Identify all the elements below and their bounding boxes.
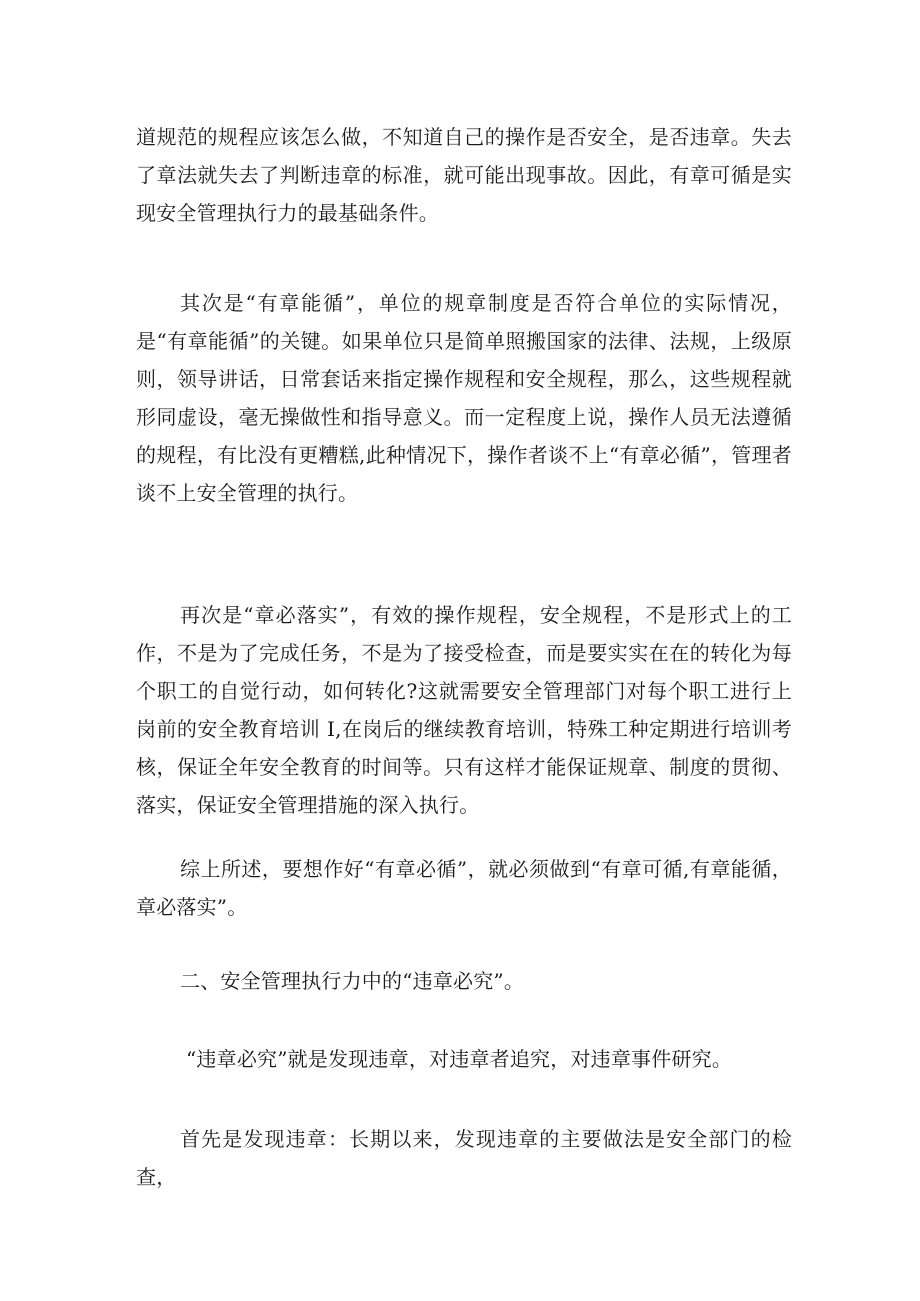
paragraph-7: 首先是发现违章：长期以来，发现违章的主要做法是安全部门的检查，: [136, 1127, 792, 1189]
paragraph-3: 再次是“章必落实”，有效的操作规程，安全规程，不是形式上的工作，不是为了完成任务，不是为了接受检查，而是要实实在在的转化为每个职工的自觉行动，如何转化?这就需要安全管理部门对每个职工进行上岗前的安全教育培训 I,在岗后的继续教育培训，特殊工种定期进行培训考核，保证全年安全教育的时间等。只有这样才能保证规章、制度的贯彻、落实，保证安全管理措施的深入执行。: [136, 603, 792, 817]
paragraph-2: 其次是“有章能循”，单位的规章制度是否符合单位的实际情况，是“有章能循”的关键。如果单位只是简单照搬国家的法律、法规，上级原则，领导讲话，日常套话来指定操作规程和安全规程，那么，这些规程就形同虚设，毫无操做性和指导意义。而一定程度上说，操作人员无法遵循的规程，有比没有更糟糕,此种情况下，操作者谈不上“有章必循”，管理者谈不上安全管理的执行。: [136, 291, 792, 505]
paragraph-6: “违章必究”就是发现违章，对违章者追究，对违章事件研究。: [186, 1047, 733, 1071]
section-heading-2: 二、安全管理执行力中的“违章必究”。: [180, 969, 525, 993]
paragraph-1: 道规范的规程应该怎么做，不知道自己的操作是否安全，是否违章。失去了章法就失去了判断违章的标准，就可能出现事故。因此，有章可循是实现安全管理执行力的最基础条件。: [136, 125, 792, 225]
paragraph-4: 综上所述，要想作好“有章必循”，就必须做到“有章可循,有章能循，章必落实”。: [136, 857, 792, 919]
